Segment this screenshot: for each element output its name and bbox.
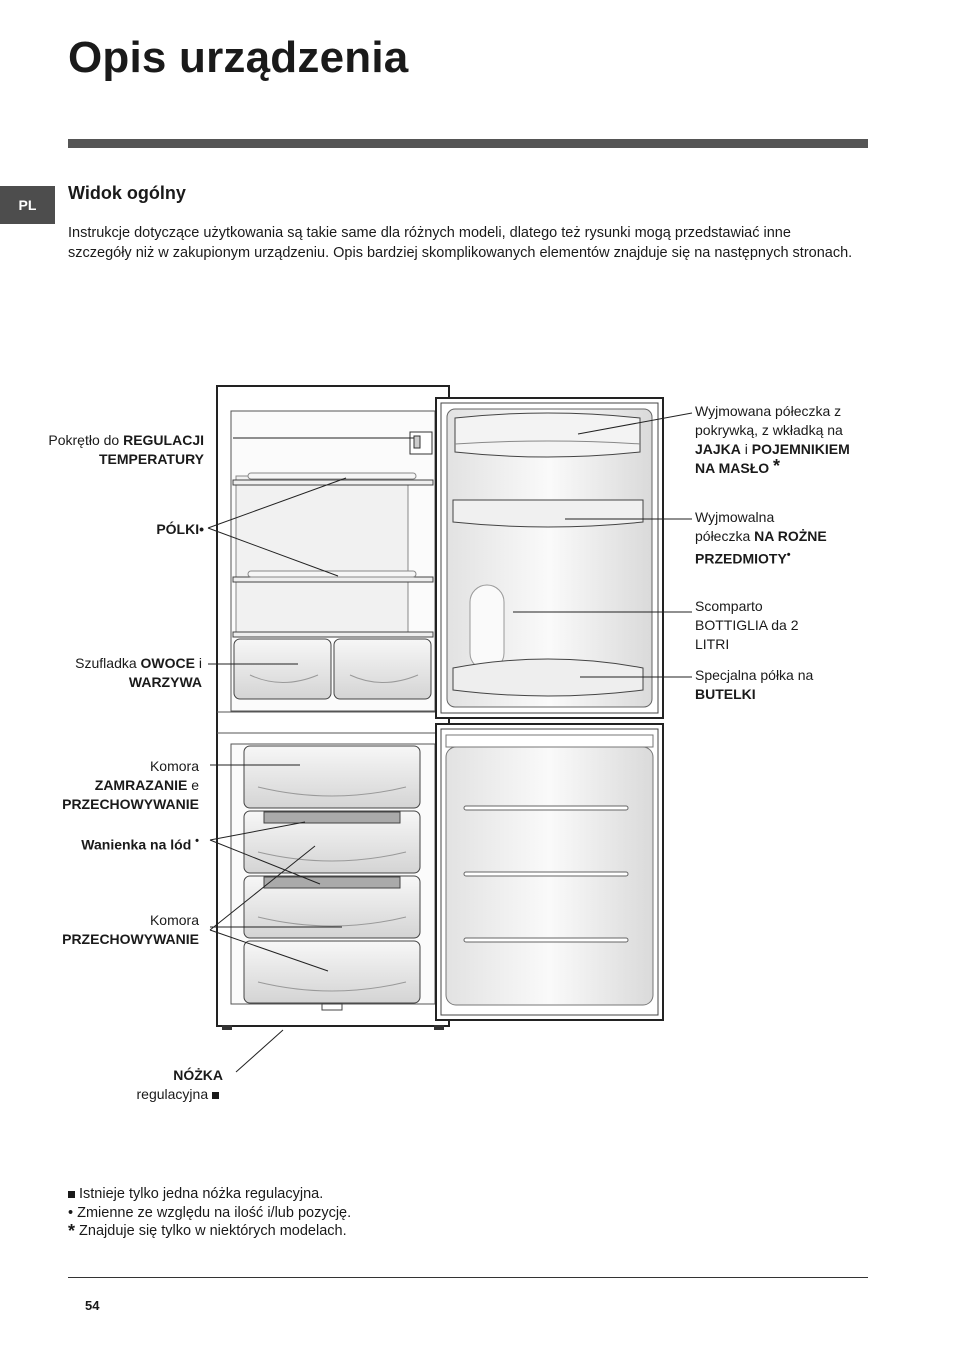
label-bottle-line2: BOTTIGLIA da 2 <box>695 617 799 633</box>
section-heading: Widok ogólny <box>68 183 186 203</box>
label-egg-bold2: POJEMNIKIEM <box>751 441 850 457</box>
intro-paragraph: Instrukcje dotyczące użytkowania są takie same dla różnych modeli, dlatego też rysunki mogą przedstawiać inne szczegóły niż w zakupionym urządzeniu. Opis bardziej skomplikowanych elementów znajduje się na następnych stronach. <box>68 225 853 261</box>
label-bottle-line1: Scomparto <box>695 598 763 614</box>
footnote-square-text: Istnieje tylko jedna nóżka regulacyjna. <box>79 1186 324 1202</box>
page-number: 54 <box>85 1298 100 1313</box>
label-freezer-line1: Komora <box>149 758 199 774</box>
label-foot-line2: regulacyjna <box>136 1086 209 1102</box>
label-misc-shelf <box>695 508 827 569</box>
footnote-star-text: Znajduje się tylko w niektórych modelach. <box>79 1223 347 1239</box>
bullet-marker: • <box>68 1205 74 1221</box>
label-ice-tray-text: Wanienka na lód <box>81 836 192 853</box>
footnote-bullet-text: Zmienne ze względu na ilość i/lub pozycję. <box>77 1205 352 1221</box>
label-shelves-text: PÓLKI• <box>156 521 204 537</box>
label-crisper-bold2: WARZYWA <box>128 674 202 690</box>
label-shelves <box>156 520 204 539</box>
star-marker: * <box>773 456 781 476</box>
label-butelki-bold: BUTELKI <box>695 686 756 702</box>
freezer-door <box>436 724 663 1020</box>
label-thermostat <box>48 431 204 469</box>
bullet-marker: • <box>195 835 199 847</box>
label-freezer-bold1: ZAMRAZANIE <box>94 777 188 793</box>
language-tab: PL <box>0 186 55 224</box>
label-misc-line2: półeczka <box>695 528 755 544</box>
footnote-bullet <box>68 1205 351 1221</box>
label-thermostat-text: Pokrętło do <box>48 432 124 448</box>
label-storage-bold: PRZECHOWYWANIE <box>62 931 199 947</box>
label-foot <box>137 1066 224 1104</box>
label-crisper <box>75 654 202 692</box>
label-butelki <box>695 666 813 704</box>
label-bottle <box>695 597 799 654</box>
label-freezer-mid: e <box>187 777 199 793</box>
bullet-marker: • <box>786 549 791 561</box>
label-storage-line1: Komora <box>149 912 199 928</box>
footnote-square <box>68 1186 323 1202</box>
label-freezer <box>62 757 199 814</box>
footnote-star <box>68 1223 347 1244</box>
thermostat-knob <box>410 432 432 454</box>
label-freezer-bold2: PRZECHOWYWANIE <box>62 796 199 812</box>
label-egg-bold1: JAJKA <box>695 441 741 457</box>
label-bottle-line3: LITRI <box>695 636 730 652</box>
label-misc-bold2: PRZEDMIOTY <box>695 550 787 567</box>
label-ice-tray <box>81 832 199 855</box>
label-egg-bold3: NA MASŁO <box>695 460 770 476</box>
label-crisper-bold1: OWOCE <box>140 655 195 671</box>
label-crisper-text: Szufladka <box>75 655 141 671</box>
label-thermostat-bold2: TEMPERATURY <box>99 451 204 467</box>
page-title: Opis urządzenia <box>68 33 409 82</box>
label-misc-line1: Wyjmowalna <box>695 509 775 525</box>
label-egg-line1: Wyjmowana półeczka z <box>695 403 842 419</box>
label-storage <box>62 911 199 949</box>
label-egg-shelf <box>695 402 850 478</box>
freezer-drawers <box>244 746 420 1010</box>
label-crisper-mid: i <box>195 655 202 671</box>
label-misc-bold1: NA ROŻNE <box>754 528 827 544</box>
label-egg-line2: pokrywką, z wkładką na <box>695 422 843 438</box>
label-egg-mid: i <box>740 441 752 457</box>
square-marker <box>212 1092 219 1099</box>
label-foot-bold: NÓŻKA <box>173 1067 223 1083</box>
label-butelki-line1: Specjalna półka na <box>695 667 814 683</box>
label-thermostat-bold1: REGULACJI <box>123 432 204 448</box>
fridge-door <box>436 398 663 718</box>
footer-divider <box>68 1277 868 1278</box>
square-marker <box>68 1191 75 1198</box>
star-marker: * <box>68 1221 76 1241</box>
